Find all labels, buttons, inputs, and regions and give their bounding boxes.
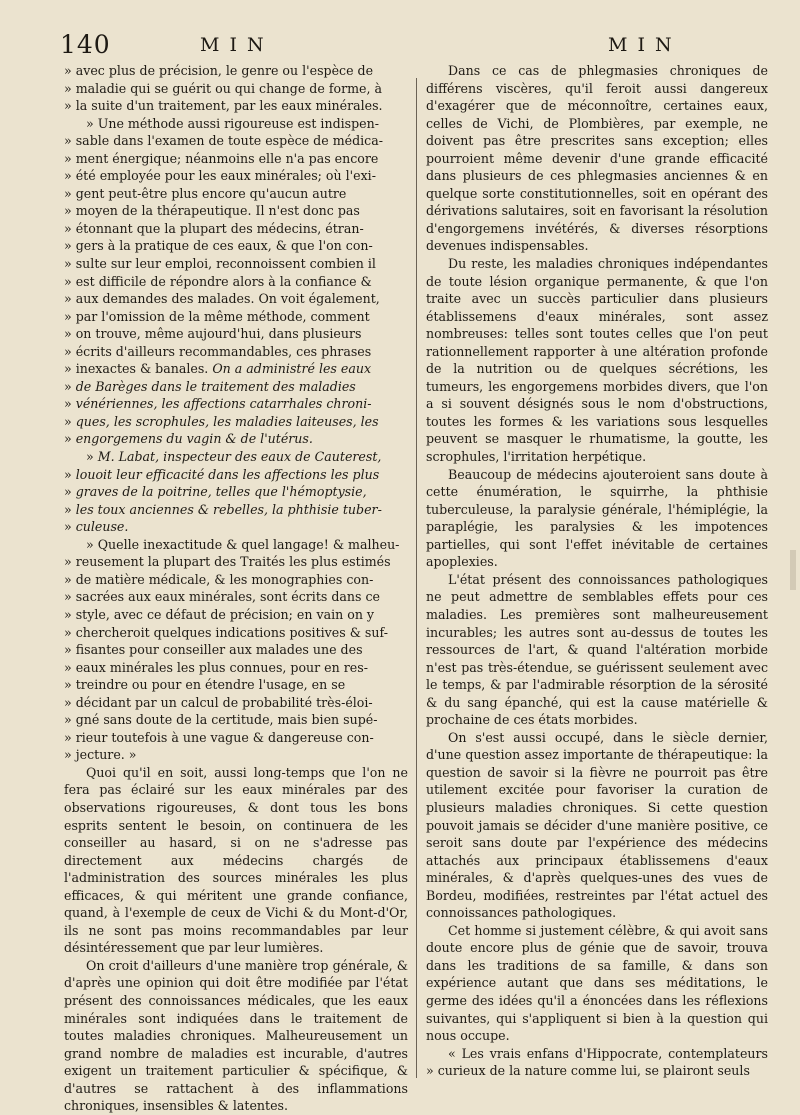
paragraph: Dans ce cas de phlegmasies chroniques de différens viscères, qu'il feroit aussi dangereux d'exagérer que de méconnoître, certaines eaux, celles de Vichi, de Plombières, par exemple, ne doivent pas être prescrites sans exception; elles pourroient même devenir d'une grande efficacité dans plusieurs de ces phlegmasies anciennes & en quelque sorte constitutionnelles, soit en opérant des dérivations salutaires, soit en favorisant la résolution d'engorgemens invétérés, & diverses résorptions devenues indispensables. [426, 63, 768, 254]
paragraph: Du reste, les maladies chroniques indépendantes de toute lésion organique permanente, & que l'on traite avec un succès particulier dans plusieurs établissemens d'eaux minérales, sont assez nombreuses: telles sont toutes celles que l'on peut rationnellement rapporter à une altération profonde de la nutrition ou de quelques sécrétions, les tumeurs, les engorgemens morbides divers, que l'on a si souvent désignés sous le nom d'obstructions, toutes les formes & les variations sous lesquelles peuvent se masquer le rhumatisme, la goutte, les scrophules, l'irritation herpétique. [426, 256, 768, 465]
quoted-line: » on trouve, même aujourd'hui, dans plusieurs [64, 325, 408, 343]
quoted-line: » vénériennes, les affections catarrhales chroni- [64, 395, 408, 413]
paragraph: L'état présent des connoissances pathologiques ne peut admettre de semblables effets pour ces maladies. Les premières sont malheureusement incurables; les autres sont au-dessus de toutes les ressources de l'art, & quand l'altération morbide n'est pas très-étendue, se guérissent seulement avec le temps, & par l'admirable résorption de la sérosité & du sang épanché, qui est la cause matérielle & prochaine de ces états morbides. [426, 571, 768, 728]
quoted-line: » ques, les scrophules, les maladies laiteuses, les [64, 413, 408, 431]
quoted-line: » de Barèges dans le traitement des maladies [64, 378, 408, 396]
quoted-line: » inexactes & banales. On a administré les eaux [64, 360, 408, 378]
quoted-line: » la suite d'un traitement, par les eaux minérales. [64, 97, 408, 115]
quoted-line: » sable dans l'examen de toute espèce de médica- [64, 132, 408, 150]
paragraph: On s'est aussi occupé, dans le siècle dernier, d'une question assez importante de thérapeutique: la question de savoir si la fièvre ne pourroit pas être utilement excitée pour favoriser la curation de plusieurs maladies chroniques. Si cette question pouvoit jamais se décider d'une manière positive, ce seroit sans doute par l'expérience des médecins attachés aux principaux établissemens d'eaux minérales, & d'après quelques-unes des vues de Bordeu, modifiées, restreintes par l'état actuel des connoissances pathologiques. [426, 729, 768, 921]
quoted-line: » de matière médicale, & les monographies con- [64, 571, 408, 589]
paragraph: « Les vrais enfans d'Hippocrate, contemplateurs » curieux de la nature comme lui, se plairont seuls [426, 1045, 768, 1079]
quoted-line: » moyen de la thérapeutique. Il n'est donc pas [64, 202, 408, 220]
quoted-line: » chercheroit quelques indications positives & suf- [64, 624, 408, 642]
quoted-line: » Quelle inexactitude & quel langage! & malheu- [64, 536, 408, 554]
quoted-line: » gné sans doute de la certitude, mais bien supé- [64, 711, 408, 729]
quoted-line: » jecture. » [64, 746, 408, 764]
quoted-line: » culeuse. [64, 518, 408, 536]
quoted-line: » ment énergique; néanmoins elle n'a pas encore [64, 150, 408, 168]
page-stain [790, 550, 796, 590]
quoted-line: » étonnant que la plupart des médecins, étran- [64, 220, 408, 238]
quoted-line: » les toux anciennes & rebelles, la phthisie tuber- [64, 501, 408, 519]
quoted-line: » par l'omission de la même méthode, comment [64, 308, 408, 326]
quoted-line: » louoit leur efficacité dans les affections les plus [64, 466, 408, 484]
quoted-line: » graves de la poitrine, telles que l'hémoptysie, [64, 483, 408, 501]
paragraph: On croit d'ailleurs d'une manière trop générale, & d'après une opinion qui doit être modifiée par l'état présent des connoissances médicales, que les eaux minérales sont indiquées dans le traitement de toutes maladies chroniques. Malheureusement un grand nombre de maladies est incurable, d'autres exigent un traitement particulier & spécifique, & d'autres se rattachent à des inflammations chroniques, insensibles & latentes. [64, 957, 408, 1114]
running-head-left: MIN [200, 34, 274, 56]
quoted-line: » sulte sur leur emploi, reconnoissent combien il [64, 255, 408, 273]
right-column [426, 62, 768, 1080]
quoted-line: » sacrées aux eaux minérales, sont écrits dans ce [64, 588, 408, 606]
quoted-line: » maladie qui se guérit ou qui change de forme, à [64, 80, 408, 98]
quoted-line: » décidant par un calcul de probabilité très-éloi- [64, 694, 408, 712]
quoted-line: » Une méthode aussi rigoureuse est indispen- [64, 115, 408, 133]
page-number: 140 [60, 30, 111, 59]
quoted-line: » est difficile de répondre alors à la confiance & [64, 273, 408, 291]
quoted-line: » eaux minérales les plus connues, pour en res- [64, 659, 408, 677]
quoted-line: » aux demandes des malades. On voit également, [64, 290, 408, 308]
quoted-line: » reusement la plupart des Traités les plus estimés [64, 553, 408, 571]
quoted-line: » engorgemens du vagin & de l'utérus. [64, 430, 408, 448]
quoted-line: » écrits d'ailleurs recommandables, ces phrases [64, 343, 408, 361]
page-header [60, 30, 774, 64]
left-column [64, 62, 408, 1115]
quoted-line: » fisantes pour conseiller aux malades une des [64, 641, 408, 659]
paragraph: Beaucoup de médecins ajouteroient sans doute à cette énumération, le squirrhe, la phthisie tuberculeuse, la paralysie générale, l'hémiplégie, la paraplégie, les paralysies & les impotences partielles, qui sont l'effet inévitable de certaines apoplexies. [426, 466, 768, 570]
quoted-line: » gers à la pratique de ces eaux, & que l'on con- [64, 237, 408, 255]
paragraph: Cet homme si justement célèbre, & qui avoit sans doute encore plus de génie que de savoir, trouva dans les traditions de sa famille, & dans son expérience autant que dans ses méditations, le germe des idées qu'il a énoncées dans les réflexions suivantes, qui s'appliquent si bien à la question qui nous occupe. [426, 922, 768, 1044]
quoted-line: » style, avec ce défaut de précision; en vain on y [64, 606, 408, 624]
running-head-right: MIN [608, 34, 682, 56]
quoted-line: » rieur toutefois à une vague & dangereuse con- [64, 729, 408, 747]
quoted-line: » été employée pour les eaux minérales; où l'exi- [64, 167, 408, 185]
quoted-line: » gent peut-être plus encore qu'aucun autre [64, 185, 408, 203]
quoted-line: » treindre ou pour en étendre l'usage, en se [64, 676, 408, 694]
column-divider [416, 78, 417, 1078]
quoted-line: » M. Labat, inspecteur des eaux de Cauterest, [64, 448, 408, 466]
paragraph: Quoi qu'il en soit, aussi long-temps que l'on ne fera pas éclairé sur les eaux minérales par des observations rigoureuses, & dont tous les bons esprits sentent le besoin, on continuera de les conseiller au hasard, si on ne s'adresse pas directement aux médecins chargés de l'administration des sources minérales les plus efficaces, & qui méritent une grande confiance, quand, à l'exemple de ceux de Vichi & du Mont-d'Or, ils ne sont pas moins recommandables par leur désintéressement que par leur lumières. [64, 764, 408, 956]
quoted-line: » avec plus de précision, le genre ou l'espèce de [64, 62, 408, 80]
